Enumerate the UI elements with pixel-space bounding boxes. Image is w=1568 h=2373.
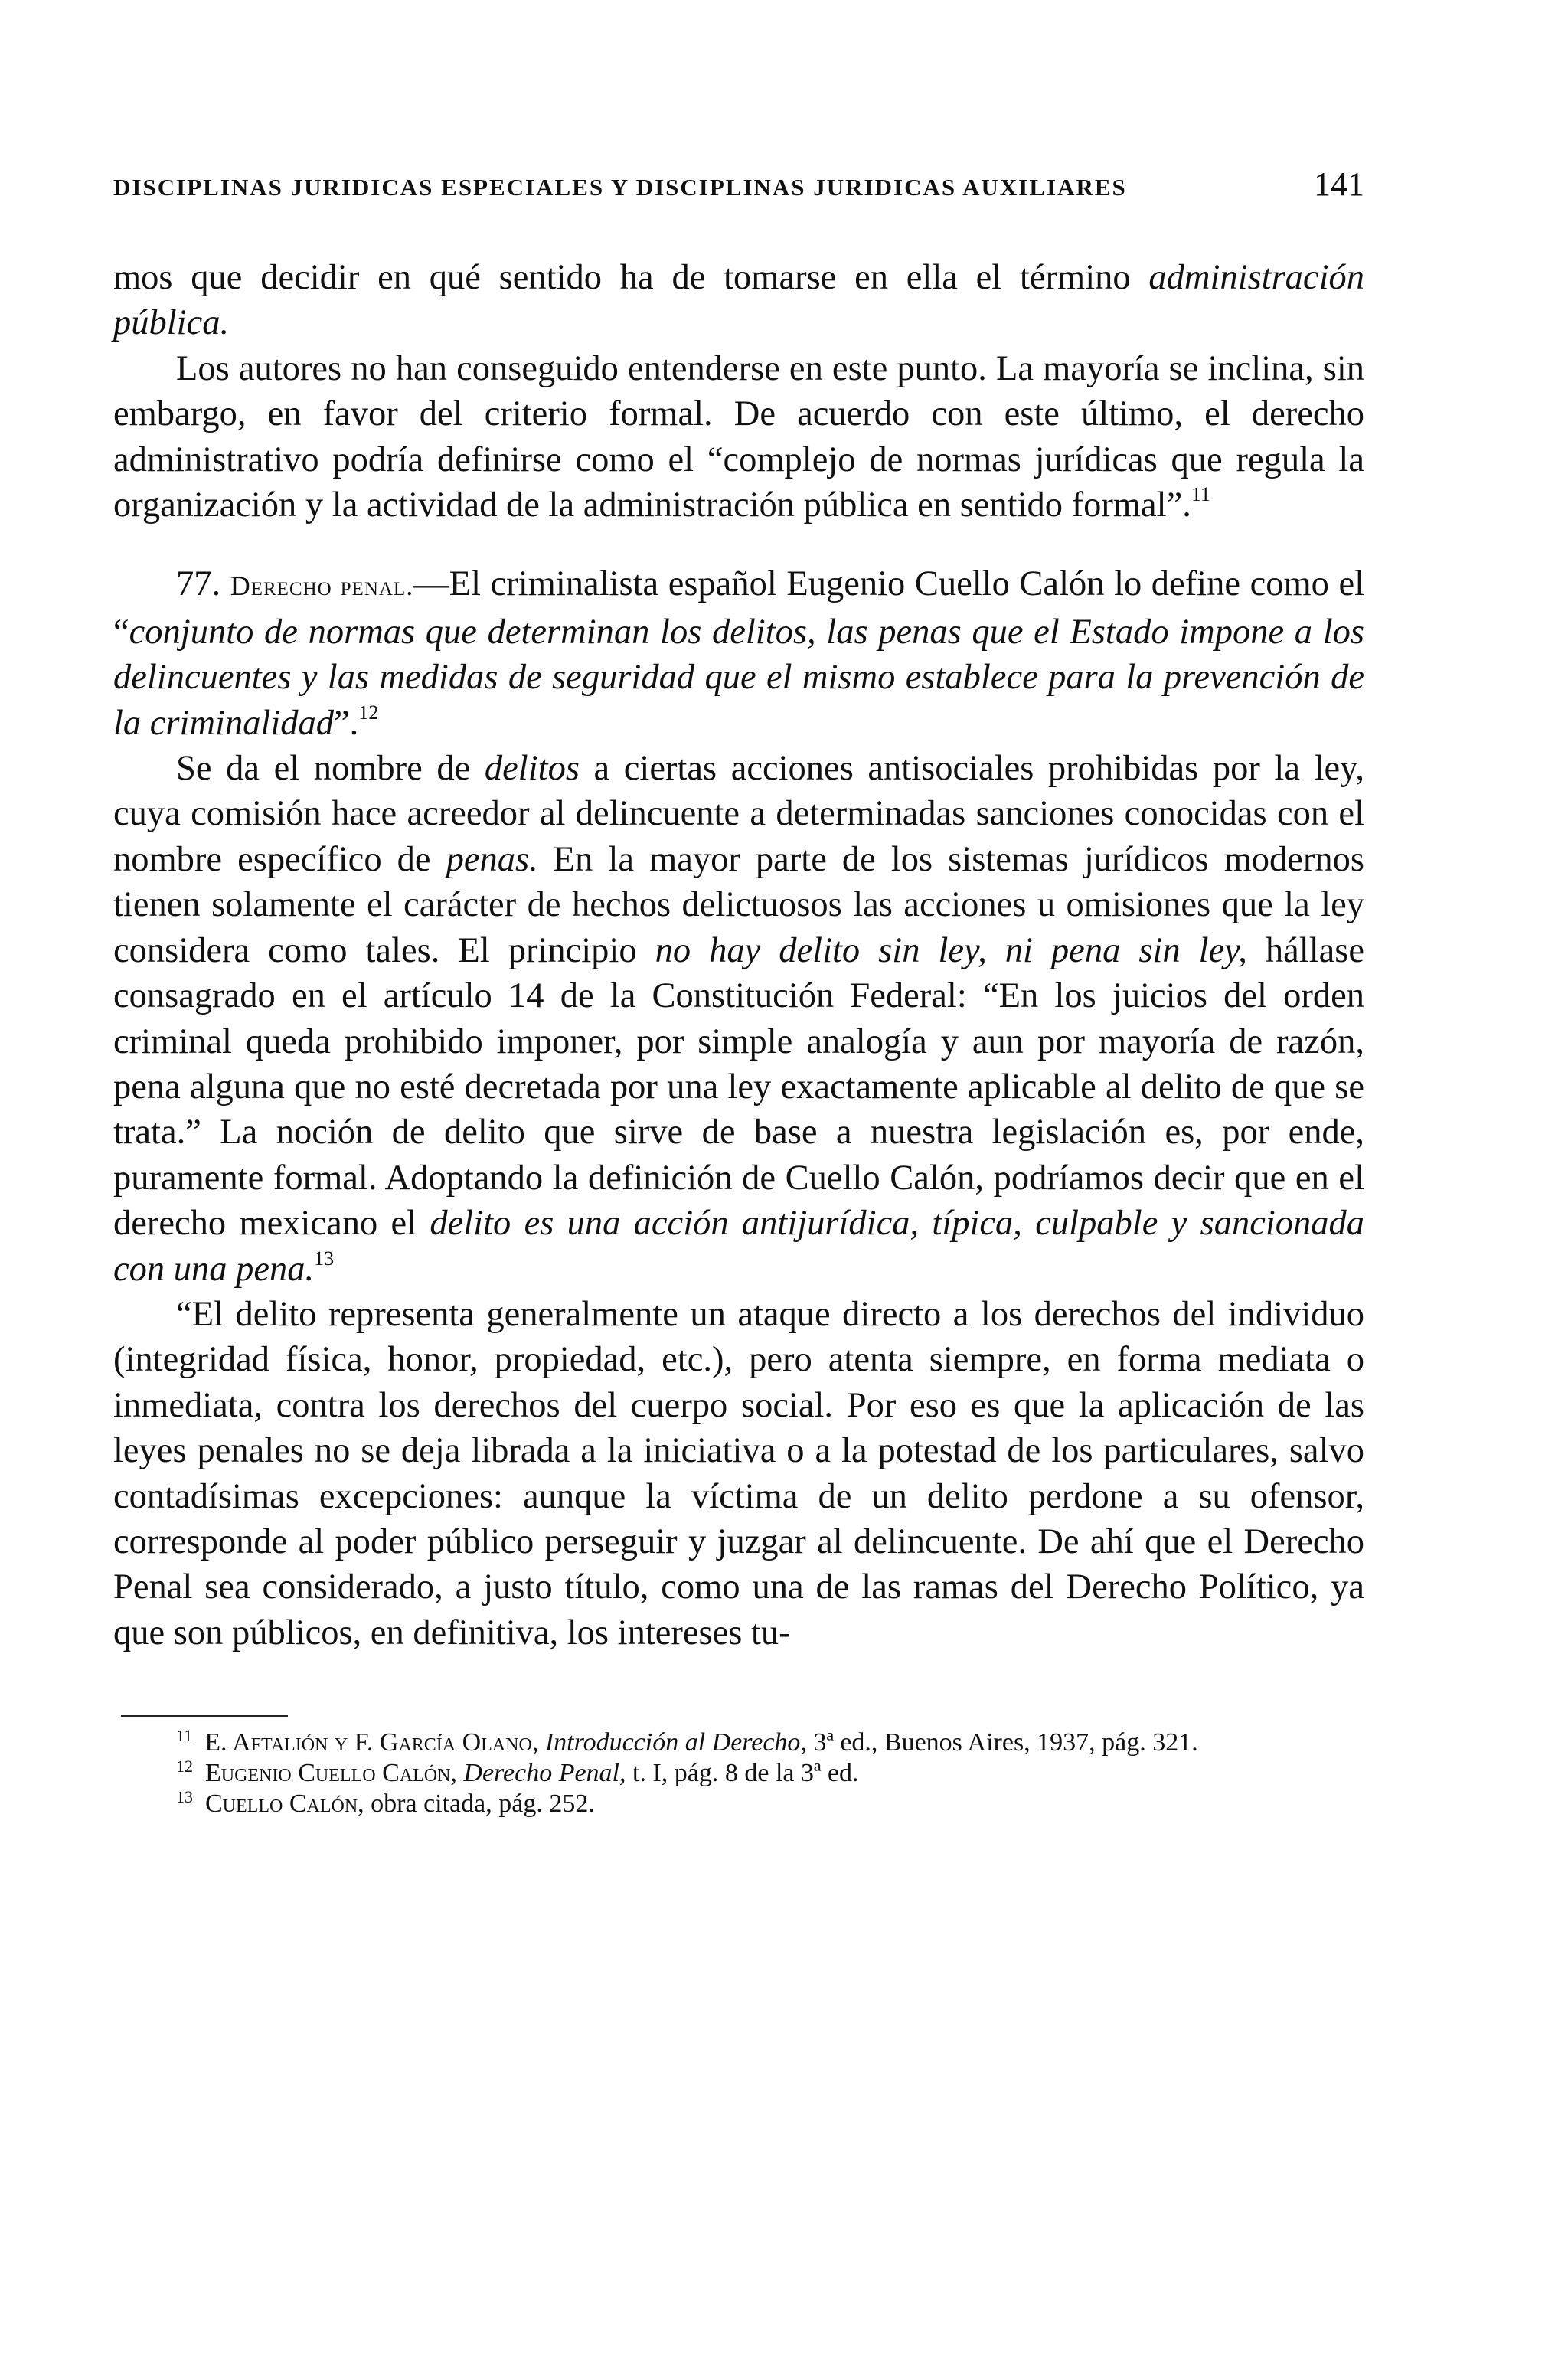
page-number: 141 <box>1314 165 1364 203</box>
footnote-ref: 13 <box>314 1247 335 1270</box>
paragraph: “El delito representa generalmente un ataque directo a los derechos del individuo (integridad física, honor, propiedad, etc.), pero atenta siempre, en forma mediata o inmediata, contra los derechos del cuerpo social. Por eso es que la aplicación de las leyes penales no se deja librada a la iniciativa o a la potestad de los particulares, salvo contadísimas excepciones: aunque la víctima de un delito perdone a su ofensor, corresponde al poder público perseguir y juzgar al delincuente. De ahí que el Derecho Penal sea considerado, a justo título, como una de las ramas del Derecho Político, ya que son públicos, en definitiva, los intereses tu- <box>113 1294 1364 1652</box>
footnote-ref: 12 <box>358 701 379 724</box>
paragraph: Se da el nombre de delitos a ciertas acciones antisociales prohibidas por la ley, cuya comisión hace acreedor al delincuente a determinadas sanciones conocidas con el nombre específico de penas. En la mayor parte de los sistemas jurídicos modernos tienen solamente el carácter de hechos delictuosos las acciones u omisiones que la ley considera como tales. El principio no hay delito sin ley, ni pena sin ley, hállase consagrado en el artículo 14 de la Constitución Federal: “En los juicios del orden criminal queda prohibido imponer, por simple analogía y aun por mayoría de razón, pena alguna que no esté decretada por una ley exactamente aplicable al delito de que se trata.” La noción de delito que sirve de base a nuestra legislación es, por ende, puramente formal. Adoptando la definición de Cuello Calón, podríamos decir que en el derecho mexicano el delito es una acción antijurídica, típica, culpable y sancionada con una pena.$^{13}$ <box>113 749 1365 1289</box>
section-heading: Derecho penal. <box>230 570 414 602</box>
footnote: $^{11}$ E. Aftalión y F. García Olano, Introducción al Derecho, 3ª ed., Buenos Aires, 1937, pág. 321. <box>176 1726 1198 1757</box>
page-header <box>113 165 1364 211</box>
footnote: $^{12}$ Eugenio Cuello Calón, Derecho Penal, t. I, pág. 8 de la 3ª ed. <box>176 1757 859 1788</box>
body-text <box>113 255 1364 1656</box>
paragraph: Los autores no han conseguido entenderse en este punto. La mayoría se inclina, sin embargo, en favor del criterio formal. De acuerdo con este último, el derecho administrativo podría definirse como el “complejo de normas jurídicas que regula la organización y la actividad de la administración pública en sentido formal”.$^{11}$ <box>113 348 1364 525</box>
footnote: $^{13}$ Cuello Calón, obra citada, pág. 252. <box>176 1787 595 1819</box>
paragraph: mos que decidir en qué sentido ha de tomarse en ella el término administración pública. <box>113 258 1364 343</box>
book-page <box>113 165 1364 1819</box>
running-title: DISCIPLINAS JURIDICAS ESPECIALES Y DISCIPLINAS JURIDICAS AUXILIARES <box>113 174 1127 201</box>
footnote-ref: 11 <box>1191 483 1210 506</box>
footnote-divider <box>121 1715 288 1717</box>
footnotes <box>113 1727 1364 1819</box>
section-number: 77. <box>176 564 230 604</box>
section-paragraph: 77. Derecho penal.—El criminalista español Eugenio Cuello Calón lo define como el “conjunto de normas que determinan los delitos, las penas que el Estado impone a los delincuentes y las medidas de seguridad que el mismo establece para la prevención de la criminalidad”.$^{12}$ <box>113 564 1365 743</box>
